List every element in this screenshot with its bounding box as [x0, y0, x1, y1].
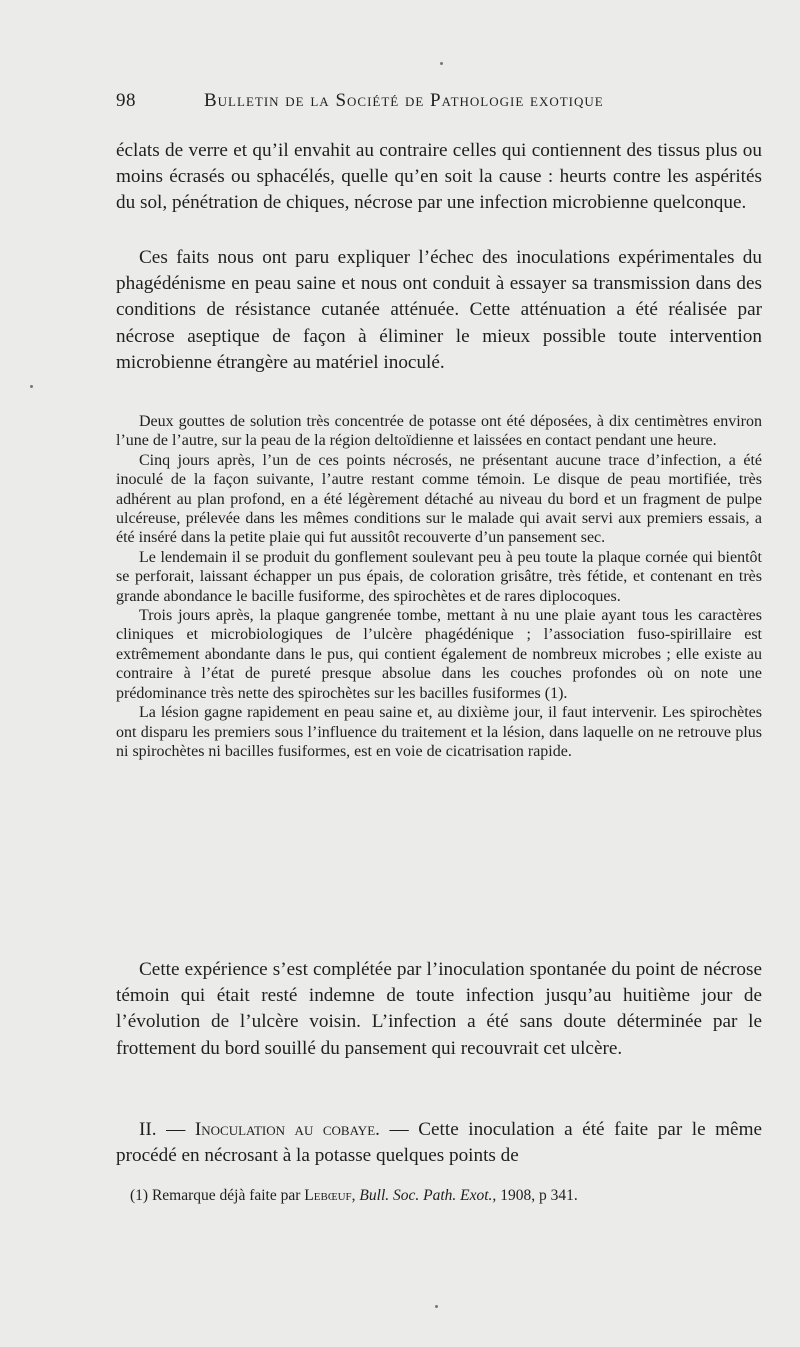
note-paragraph-5: La lésion gagne rapidement en peau saine et, au dixième jour, il faut intervenir. Les spirochètes ont disparu les premiers sous l’influence du traitement et la lésion, dans laquelle on ne retrouve plus ni spirochètes ni bacilles fusiformes, est en voie de cicatrisation rapide.	[116, 704, 762, 760]
note-paragraph-1: Deux gouttes de solution très concentrée de potasse ont été déposées, à dix centimètres environ l’une de l’autre, sur la peau de la région deltoïdienne et laissées en contact pendant une heure.	[116, 413, 762, 450]
running-header	[116, 90, 762, 120]
section-paragraph	[116, 1117, 762, 1169]
footnote-journal: Bull. Soc. Path. Exot.,	[359, 1187, 497, 1204]
section-number: II.	[139, 1119, 157, 1140]
paragraph-3: Cette expérience s’est complétée par l’inoculation spontanée du point de nécrose témoin qui était resté indemne de toute infection jusqu’au huitième jour de l’évolution de l’ulcère voisin. L’infection a été sans doute déterminée par le frottement du bord souillé du pansement qui recouvrait cet ulcère.	[116, 959, 762, 1059]
footnote-text: Remarque déjà faite par	[151, 1187, 301, 1204]
paper-speck	[30, 385, 33, 388]
paper-speck	[440, 62, 443, 65]
page-number: 98	[116, 90, 136, 111]
paragraph-1: éclats de verre et qu’il envahit au contraire celles qui contiennent des tissus plus ou moins écrasés ou sphacélés, quelle qu’en soit la cause : heurts contre les aspérités du sol, pénétration de chiques, nécrose par une infection microbienne quelconque.	[116, 140, 762, 214]
running-title: Bulletin de la Société de Pathologie exotique	[204, 90, 604, 111]
section-text: Cette inoculation a été faite par le même procédé en nécrosant à la potasse quelques points de	[116, 1119, 763, 1167]
note-paragraph-2: Cinq jours après, l’un de ces points nécrosés, ne présentant aucune trace d’infection, a été inoculé de la façon suivante, l’autre restant comme témoin. Le disque de peau mortifiée, très adhérent au plan profond, en a été légèrement détaché au niveau du bord et un fragment de pulpe ulcéreuse, prélevée dans les mêmes conditions sur le malade qui avait servi aux premiers essais, a été inséré dans la petite plaie qui fut aussitôt recouverte d’un pansement sec.	[116, 451, 762, 547]
experiment-notes	[116, 412, 762, 761]
footnote-ref: 1908, p 341.	[500, 1187, 578, 1204]
footnote-author: Lebœuf,	[304, 1187, 356, 1204]
footnote	[130, 1186, 762, 1206]
footnote-marker: (1)	[130, 1187, 149, 1204]
section-dash: —	[166, 1119, 186, 1140]
note-paragraph-4: Trois jours après, la plaque gangrenée tombe, mettant à nu une plaie ayant tous les caractères cliniques et microbiologiques de l’ulcère phagédénique ; l’association fuso-spirillaire est extrêmement abondante dans le pus, qui contient également de nombreux microbes ; elle existe au contraire à l’état de pureté presque absolue dans les couches profondes où on note une prédominance très nette des spirochètes sur les bacilles fusiformes (1).	[116, 607, 762, 702]
section-heading: Inoculation au cobaye.	[194, 1119, 380, 1140]
section-dash-2: —	[389, 1119, 409, 1140]
paragraph-2: Ces faits nous ont paru expliquer l’échec des inoculations expérimentales du phagédénisme en peau saine et nous ont conduit à essayer sa transmission dans des conditions de résistance cutanée atténuée. Cette atténuation a été réalisée par nécrose aseptique de façon à éliminer le mieux possible toute intervention microbienne étrangère au matériel inoculé.	[116, 247, 762, 373]
paper-speck	[435, 1305, 438, 1308]
note-paragraph-3: Le lendemain il se produit du gonflement soulevant peu à peu toute la plaque cornée qui bientôt se perforait, laissant échapper un pus épais, de coloration grisâtre, très fétide, et contenant en très grande abondance le bacille fusiforme, des spirochètes et de rares diplocoques.	[116, 548, 762, 605]
